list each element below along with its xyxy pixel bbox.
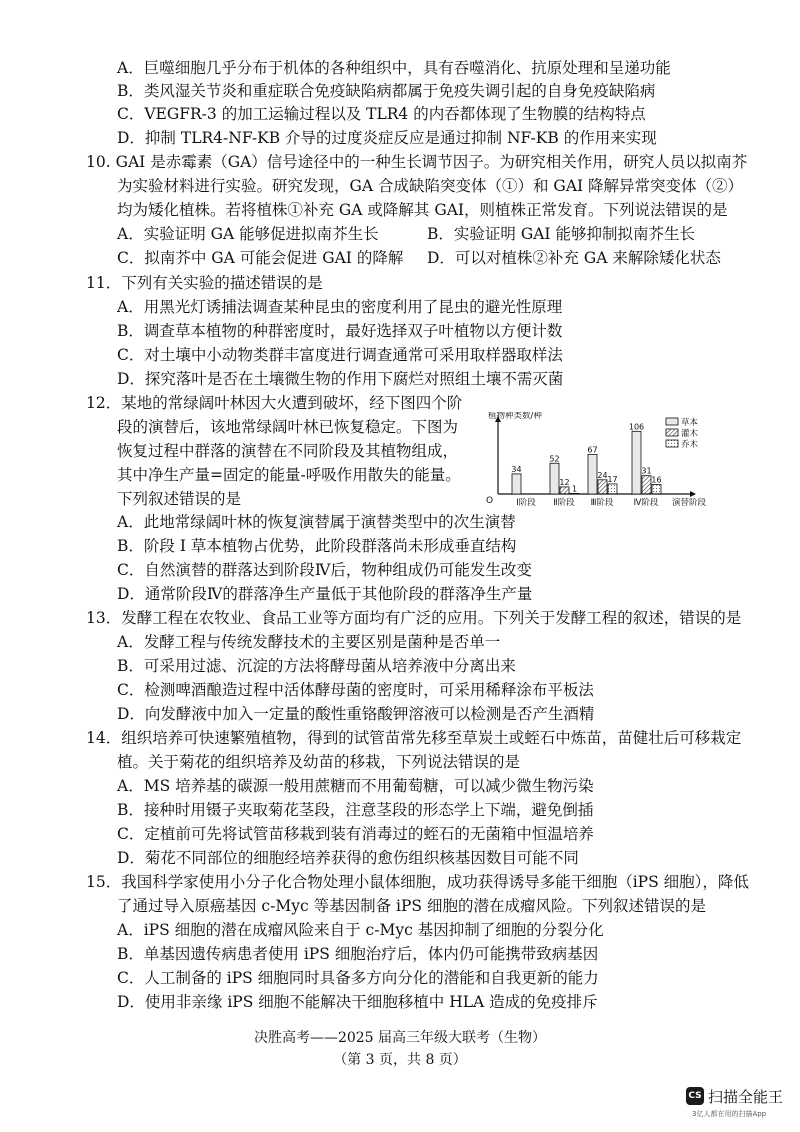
data-label-乔木-4: 16 <box>651 475 662 485</box>
q15-option-d: D．使用非亲缘 iPS 细胞不能解决干细胞移植中 HLA 造成的免疫排斥 <box>117 993 598 1011</box>
y-axis-label: 植物种类数/种 <box>488 412 542 421</box>
q10-stem-line-1: 10. GAI 是赤霉素（GA）信号途径中的一种生长调节因子。为研究相关作用，研究人员以拟南芥 <box>86 153 748 171</box>
q12-stem-line-5: 下列叙述错误的是 <box>117 490 242 508</box>
x-tick-label: Ⅳ阶段 <box>633 498 659 508</box>
q11-option-c: C．对土壤中小动物类群丰富度进行调查通常可采用取样器取样法 <box>117 346 563 364</box>
q9-option-a: A．巨噬细胞几乎分布于机体的各种组织中，具有吞噬消化、抗原处理和呈递功能 <box>117 59 671 77</box>
bar-灌木-4 <box>642 476 651 494</box>
succession-bar-chart <box>484 412 714 512</box>
footer-title: 决胜高考——2025 届高三年级大联考（生物） <box>253 1030 547 1046</box>
q12-option-d: D．通常阶段Ⅳ的群落净生产量低于其他阶段的群落净生产量 <box>117 585 533 603</box>
q11-option-b: B．调查草本植物的种群密度时，最好选择双子叶植物以方便计数 <box>117 322 563 340</box>
q15-stem-line-2: 了通过导入原癌基因 c-Myc 等基因制备 iPS 细胞的潜在成瘤风险。下列叙述错误的是 <box>117 897 706 915</box>
x-tick-label: Ⅰ阶段 <box>516 498 536 508</box>
q9-option-b: B．类风湿关节炎和重症联合免疫缺陷病都属于免疫失调引起的自身免疫缺陷病 <box>117 82 656 100</box>
legend-swatch-草本 <box>666 418 678 425</box>
q12-stem-line-3: 恢复过程中群落的演替在不同阶段及其植物组成， <box>117 442 459 460</box>
legend-swatch-灌木 <box>666 429 678 436</box>
bar-草本-3 <box>588 454 597 494</box>
q13-stem: 13．发酵工程在农牧业、食品工业等方面均有广泛的应用。下列关于发酵工程的叙述，错误的是 <box>86 609 742 627</box>
q10-stem-line-2: 为实验材料进行实验。研究发现，GA 合成缺陷突变体（①）和 GAI 降解异常突变体（②） <box>117 177 744 195</box>
q10-option-c: C．拟南芥中 GA 可能会促进 GAI 的降解 <box>117 249 404 267</box>
q13-option-b: B．可采用过滤、沉淀的方法将酵母菌从培养液中分离出来 <box>117 657 516 675</box>
bar-灌木-3 <box>598 480 607 494</box>
q14-stem-line-2: 植。关于菊花的组织培养及幼苗的移栽，下列说法错误的是 <box>117 753 521 771</box>
q13-option-d: D．向发酵液中加入一定量的酸性重铬酸钾溶液可以检测是否产生酒精 <box>117 705 595 723</box>
q15-option-b: B．单基因遗传病患者使用 iPS 细胞治疗后，体内仍可能携带致病基因 <box>117 945 599 963</box>
camscanner-name: 扫描全能王 <box>708 1088 784 1106</box>
q10-option-b: B．实验证明 GAI 能够抑制拟南芥生长 <box>427 225 695 243</box>
q9-option-d: D．抑制 TLR4-NF-KB 介导的过度炎症反应是通过抑制 NF-KB 的作用来实现 <box>117 129 657 147</box>
bar-草本-2 <box>550 463 559 494</box>
q14-option-c: C．定植前可先将试管苗移栽到装有消毒过的蛭石的无菌箱中恒温培养 <box>117 825 594 843</box>
bar-乔木-3 <box>608 484 617 494</box>
q10-option-d: D．可以对植株②补充 GA 来解除矮化状态 <box>427 249 721 267</box>
legend-swatch-乔木 <box>666 440 678 447</box>
bar-乔木-4 <box>652 485 661 494</box>
data-label-灌木-2: 12 <box>559 477 570 487</box>
data-label-灌木-3: 24 <box>597 470 608 480</box>
q13-option-c: C．检测啤酒酿造过程中活体酵母菌的密度时，可采用稀释涂布平板法 <box>117 681 594 699</box>
q14-option-b: B．接种时用镊子夹取菊花茎段，注意茎段的形态学上下端，避免倒插 <box>117 801 594 819</box>
q10-option-a: A．实验证明 GA 能够促进拟南芥生长 <box>117 225 379 243</box>
footer-page-number: （第 3 页，共 8 页） <box>333 1052 467 1068</box>
q13-option-a: A．发酵工程与传统发酵技术的主要区别是菌种是否单一 <box>117 633 501 651</box>
camscanner-logo-icon: CS <box>686 1087 704 1105</box>
x-axis-arrow-icon <box>690 491 696 497</box>
data-label-草本-1: 34 <box>511 464 522 474</box>
data-label-草本-2: 52 <box>549 454 560 464</box>
bar-灌木-2 <box>560 487 569 494</box>
q14-option-d: D．菊花不同部位的细胞经培养获得的愈伤组织核基因数目可能不同 <box>117 849 579 867</box>
legend-label-灌木: 灌木 <box>681 429 699 439</box>
bar-乔木-2 <box>570 493 579 494</box>
q14-stem-line-1: 14．组织培养可快速繁殖植物，得到的试管苗常先移至草炭土或蛭石中炼苗，苗健壮后可移栽定 <box>86 729 742 747</box>
q12-stem-line-2: 段的演替后，该地常绿阔叶林已恢复稳定。下图为 <box>117 418 459 436</box>
camscanner-tagline: 3亿人都在用的扫描App <box>692 1110 767 1118</box>
q12-option-b: B．阶段 I 草本植物占优势，此阶段群落尚未形成垂直结构 <box>117 537 517 555</box>
data-label-乔木-2: 1 <box>571 484 578 494</box>
bar-草本-1 <box>512 474 521 494</box>
q11-stem: 11．下列有关实验的描述错误的是 <box>86 274 323 292</box>
q12-option-a: A．此地常绿阔叶林的恢复演替属于演替类型中的次生演替 <box>117 513 516 531</box>
q15-stem-line-1: 15．我国科学家使用小分子化合物处理小鼠体细胞，成功获得诱导多能干细胞（iPS 细胞），降低 <box>86 873 749 891</box>
data-label-灌木-4: 31 <box>641 466 652 476</box>
data-label-草本-3: 67 <box>587 445 598 455</box>
q10-stem-line-3: 均为矮化植株。若将植株①补充 GA 或降解其 GAI，则植株正常发育。下列说法错误的是 <box>117 201 728 219</box>
q12-option-c: C．自然演替的群落达到阶段Ⅳ后，物种组成仍可能发生改变 <box>117 561 532 579</box>
q11-option-d: D．探究落叶是否在土壤微生物的作用下腐烂对照组土壤不需灭菌 <box>117 370 564 388</box>
q9-option-c: C．VEGFR-3 的加工运输过程以及 TLR4 的内吞都体现了生物膜的结构特点 <box>117 105 646 123</box>
q11-option-a: A．用黑光灯诱捕法调查某种昆虫的密度利用了昆虫的避光性原理 <box>117 298 563 316</box>
legend-label-乔木: 乔木 <box>681 440 699 450</box>
x-axis-label: 演替阶段 <box>672 498 707 508</box>
legend-label-草本: 草本 <box>681 418 699 428</box>
q12-stem-line-1: 12．某地的常绿阔叶林因大火遭到破坏，经下图四个阶 <box>86 394 463 412</box>
data-label-乔木-3: 17 <box>607 474 618 484</box>
x-tick-label: Ⅱ阶段 <box>553 498 575 508</box>
bar-草本-4 <box>632 431 641 494</box>
q12-stem-line-4: 其中净生产量=固定的能量-呼吸作用散失的能量。 <box>117 466 461 484</box>
q14-option-a: A．MS 培养基的碳源一般用蔗糖而不用葡萄糖，可以减少微生物污染 <box>117 777 594 795</box>
q15-option-c: C．人工制备的 iPS 细胞同时具备多方向分化的潜能和自我更新的能力 <box>117 969 599 987</box>
data-label-草本-4: 106 <box>628 422 645 432</box>
origin-label: O <box>486 496 494 506</box>
x-tick-label: Ⅲ阶段 <box>590 498 614 508</box>
q15-option-a: A．iPS 细胞的潜在成瘤风险来自于 c-Myc 基因抑制了细胞的分裂分化 <box>117 921 604 939</box>
